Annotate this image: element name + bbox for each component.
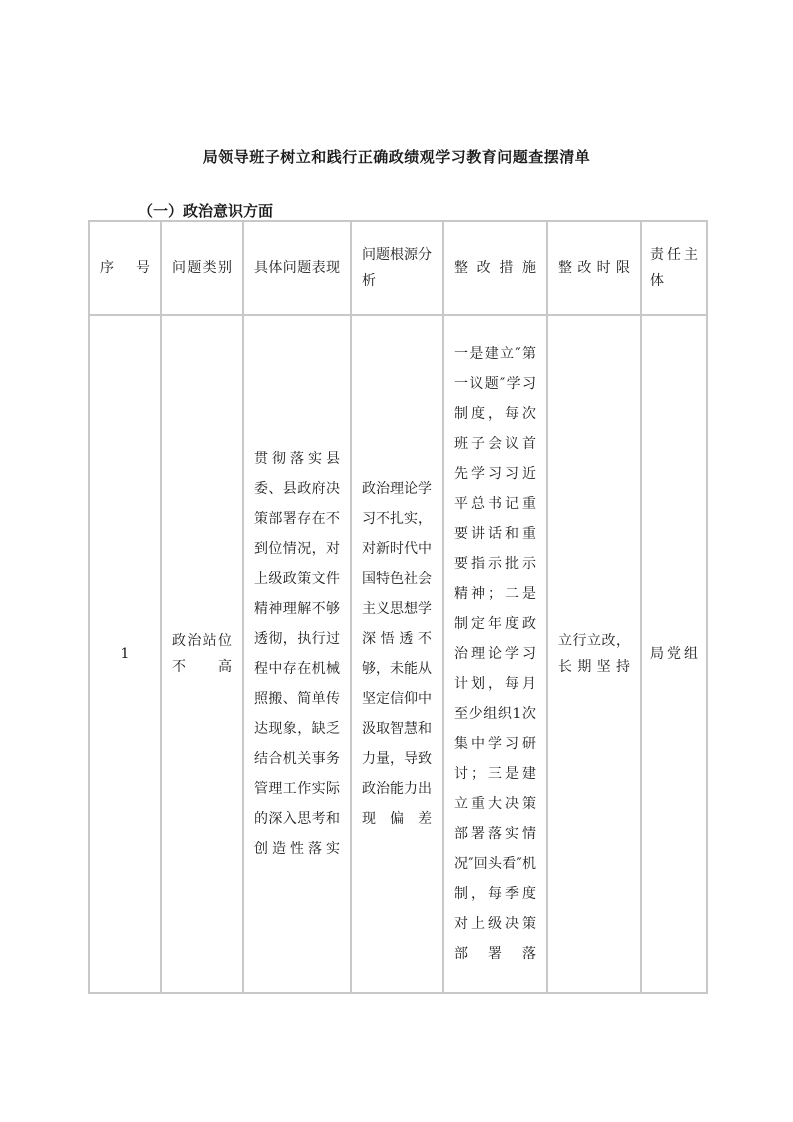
page-title: 局领导班子树立和践行正确政绩观学习教育问题查摆清单: [202, 148, 591, 166]
header-cell-index: 序号: [89, 221, 161, 315]
header-cell-category: 问题类别: [161, 221, 243, 315]
header-cell-responsible: 责任主体: [641, 221, 707, 315]
header-cell-manifestation: 具体问题表现: [243, 221, 351, 315]
header-cell-root-cause: 问题根源分析: [351, 221, 443, 315]
section-heading: （一）政治意识方面: [138, 202, 274, 220]
cell-index: 1: [89, 315, 161, 993]
header-cell-deadline: 整改时限: [547, 221, 641, 315]
table-row: [89, 315, 707, 993]
problem-list-table: [88, 220, 708, 994]
cell-manifestation: 贯彻落实县委、县政府决策部署存在不到位情况，对上级政策文件精神理解不够透彻，执行过程中存在机械照搬、简单传达现象，缺乏结合机关事务管理工作实际的深入思考和创造性落实: [243, 315, 351, 993]
cell-category: 政治站位不高: [161, 315, 243, 993]
cell-responsible: 局党组: [641, 315, 707, 993]
table-header-row: [89, 221, 707, 315]
cell-deadline: 立行立改，长期坚持: [547, 315, 641, 993]
header-cell-measures: 整改措施: [443, 221, 547, 315]
cell-measures: 一是建立″第一议题″学习制度，每次班子会议首先学习习近平总书记重要讲话和重要指示批示精神；二是制定年度政治理论学习计划，每月至少组织1次集中学习研讨；三是建立重大决策部署落实情况″回头看″机制，每季度对上级决策部署落: [443, 315, 547, 993]
cell-root-cause: 政治理论学习不扎实，对新时代中国特色社会主义思想学深悟透不够，未能从坚定信仰中汲取智慧和力量，导致政治能力出现偏差: [351, 315, 443, 993]
